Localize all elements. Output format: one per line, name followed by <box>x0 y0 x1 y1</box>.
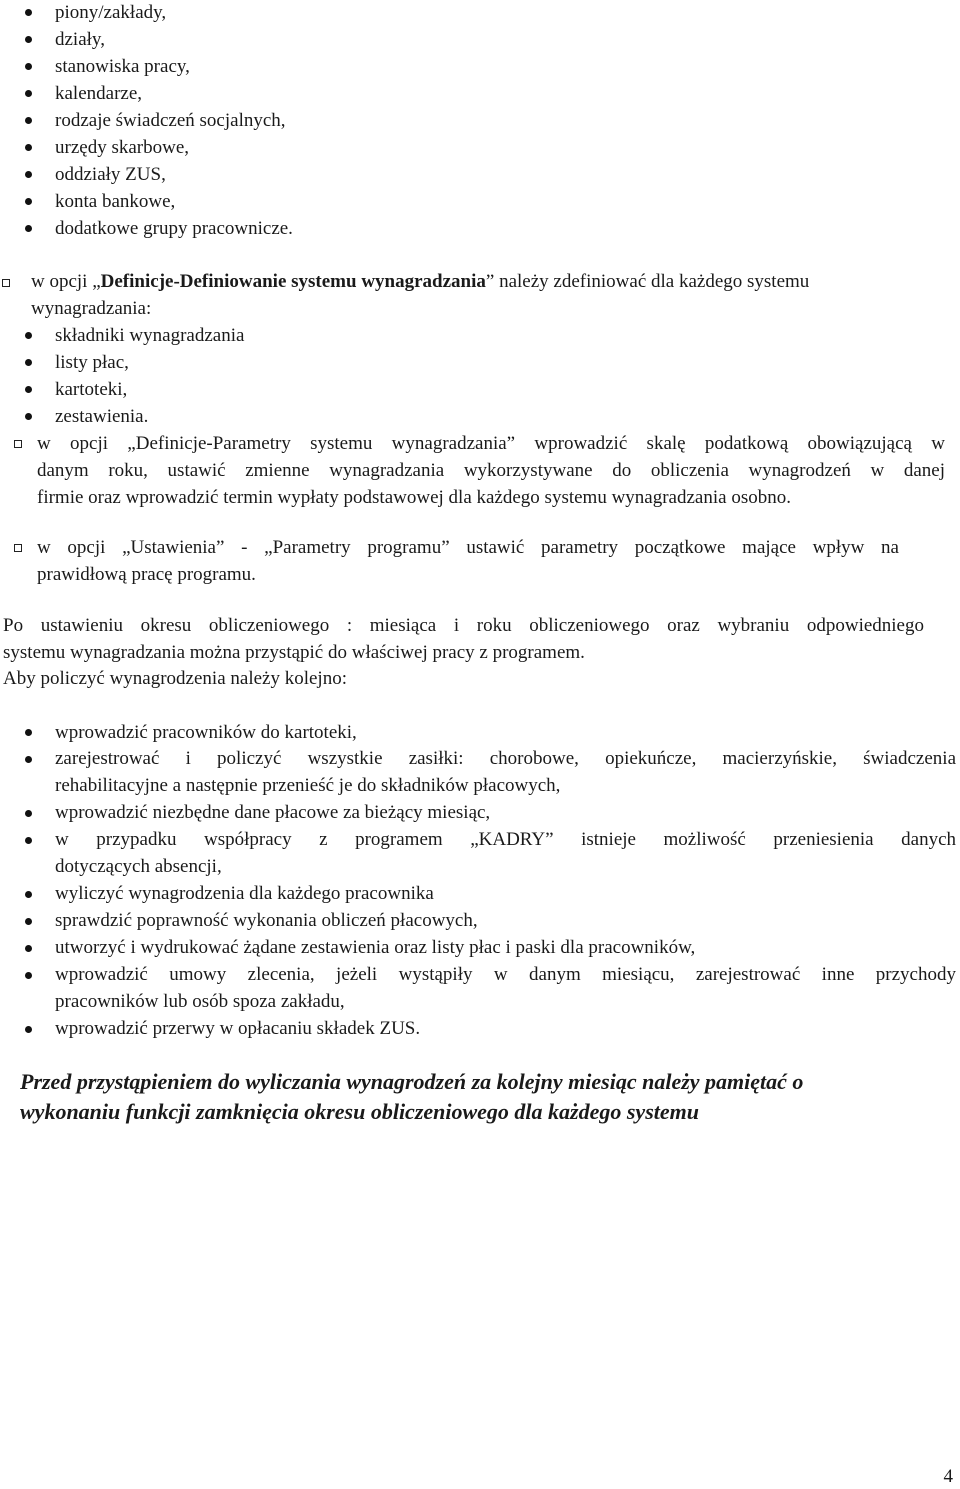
bullet-icon <box>25 756 32 763</box>
list-item: konta bankowe, <box>55 191 176 212</box>
list-item-continuation: rehabilitacyjne a następnie przenieść je do składników płacowych, <box>55 775 561 796</box>
bullet-icon <box>25 332 32 339</box>
bullet-icon <box>25 810 32 817</box>
text-fragment: w opcji „ <box>31 271 101 292</box>
bullet-icon <box>25 386 32 393</box>
list-item: dodatkowe grupy pracownicze. <box>55 218 293 239</box>
bullet-icon <box>25 359 32 366</box>
list-item: zarejestrować i policzyć wszystkie zasiłki: chorobowe, opiekuńcze, macierzyńskie, świadczenia <box>55 748 956 769</box>
bullet-icon <box>25 117 32 124</box>
checkbox-square-icon <box>2 279 10 287</box>
paragraph-line: systemu wynagradzania można przystąpić do właściwej pracy z programem. <box>3 642 585 663</box>
list-item: działy, <box>55 29 105 50</box>
list-item: utworzyć i wydrukować żądane zestawienia oraz listy płac i paski dla pracowników, <box>55 937 696 958</box>
option-name: Definicje-Definiowanie systemu wynagradzania <box>100 271 486 292</box>
list-item: wyliczyć wynagrodzenia dla każdego pracownika <box>55 883 434 904</box>
list-item: urzędy skarbowe, <box>55 137 190 158</box>
bullet-icon <box>25 90 32 97</box>
list-item-continuation: dotyczących absencji, <box>55 856 222 877</box>
list-item: wprowadzić pracowników do kartoteki, <box>55 722 357 743</box>
bullet-icon <box>25 63 32 70</box>
paragraph-line: Aby policzyć wynagrodzenia należy kolejno: <box>3 668 347 689</box>
list-item: stanowiska pracy, <box>55 56 190 77</box>
section-line: prawidłową pracę programu. <box>37 564 256 585</box>
bullet-icon <box>25 198 32 205</box>
list-item: listy płac, <box>55 352 129 373</box>
list-item: wprowadzić niezbędne dane płacowe za bieżący miesiąc, <box>55 802 491 823</box>
text-fragment: ” należy zdefiniować dla każdego systemu <box>485 271 810 292</box>
bullet-icon <box>25 1026 32 1033</box>
closing-line: wykonaniu funkcji zamknięcia okresu obliczeniowego dla każdego systemu <box>20 1099 699 1124</box>
list-item: w przypadku współpracy z programem „KADRY” istnieje możliwość przeniesienia danych <box>55 829 956 850</box>
section-line: w opcji „Definicje-Parametry systemu wynagradzania” wprowadzić skalę podatkową obowiązującą w <box>37 433 945 454</box>
closing-line: Przed przystąpieniem do wyliczania wynagrodzeń za kolejny miesiąc należy pamiętać o <box>20 1069 804 1094</box>
list-item: kartoteki, <box>55 379 128 400</box>
checkbox-square-icon <box>14 440 22 448</box>
paragraph-line: Po ustawieniu okresu obliczeniowego : miesiąca i roku obliczeniowego oraz wybraniu odpowiedniego <box>3 615 924 636</box>
list-item: wprowadzić umowy zlecenia, jeżeli wystąpiły w danym miesiącu, zarejestrować inne przychody <box>55 964 956 985</box>
bullet-icon <box>25 36 32 43</box>
list-item-continuation: pracowników lub osób spoza zakładu, <box>55 991 345 1012</box>
bullet-icon <box>25 891 32 898</box>
list-item: oddziały ZUS, <box>55 164 166 185</box>
checkbox-square-icon <box>14 544 22 552</box>
bullet-icon <box>25 144 32 151</box>
section-line: w opcji „Ustawienia” - „Parametry programu” ustawić parametry początkowe mające wpływ na <box>37 537 899 558</box>
list-item: kalendarze, <box>55 83 143 104</box>
bullet-icon <box>25 972 32 979</box>
list-item: wprowadzić przerwy w opłacaniu składek ZUS. <box>55 1018 421 1039</box>
bullet-icon <box>25 9 32 16</box>
bullet-icon <box>25 837 32 844</box>
section-line: wynagradzania: <box>31 298 152 319</box>
bullet-icon <box>25 413 32 420</box>
section-line: danym roku, ustawić zmienne wynagradzania wykorzystywane do obliczenia wynagrodzeń w danej <box>37 460 945 481</box>
list-item: zestawienia. <box>55 406 149 427</box>
list-item: sprawdzić poprawność wykonania obliczeń płacowych, <box>55 910 478 931</box>
section-line <box>31 268 809 295</box>
bullet-icon <box>25 729 32 736</box>
page-number: 4 <box>943 1466 953 1487</box>
section-line: firmie oraz wprowadzić termin wypłaty podstawowej dla każdego systemu wynagradzania osobno. <box>37 487 791 508</box>
bullet-icon <box>25 945 32 952</box>
list-item: rodzaje świadczeń socjalnych, <box>55 110 286 131</box>
bullet-icon <box>25 225 32 232</box>
bullet-icon <box>25 918 32 925</box>
bullet-icon <box>25 171 32 178</box>
list-item: piony/zakłady, <box>55 2 167 23</box>
list-item: składniki wynagradzania <box>55 325 245 346</box>
